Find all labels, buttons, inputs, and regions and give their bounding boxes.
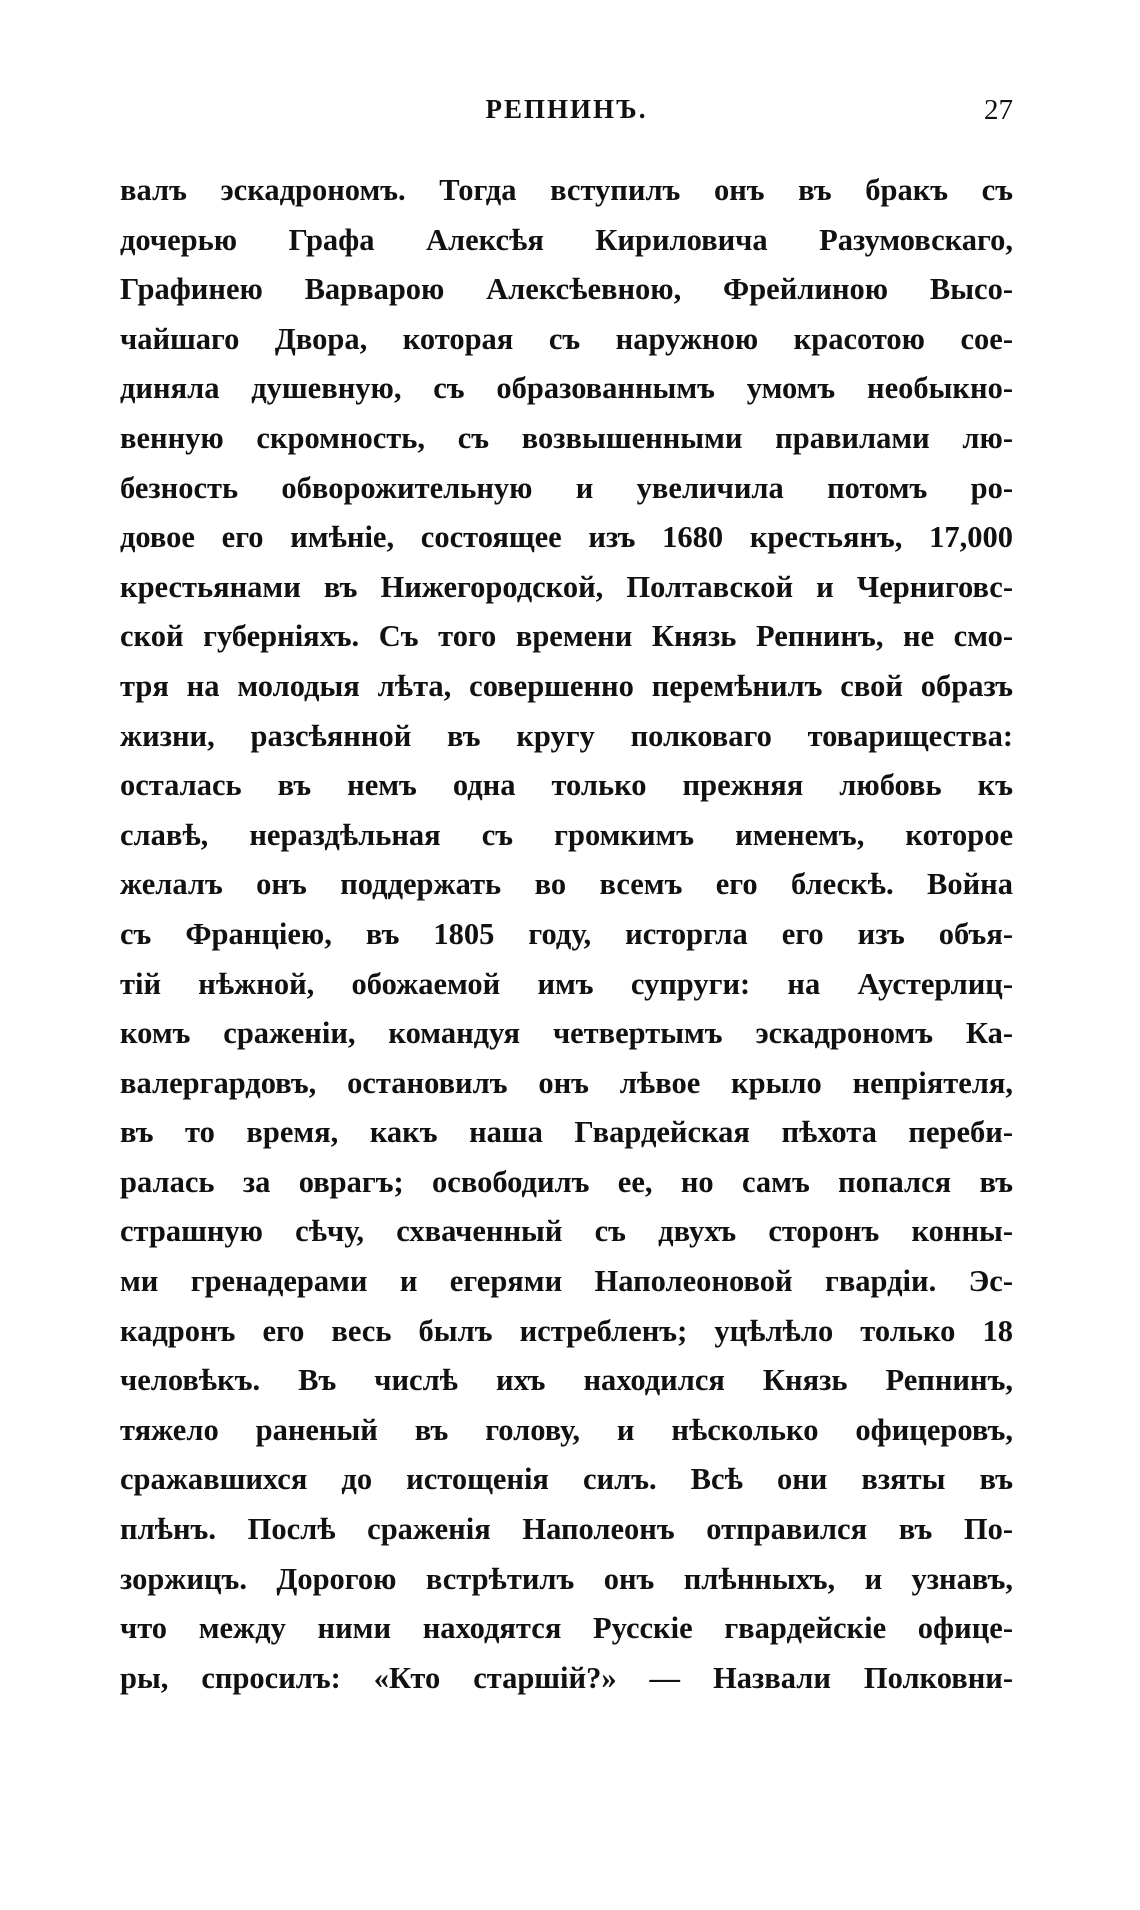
text-line: диняла душевную, съ образованнымъ умомъ необыкно- xyxy=(120,371,1013,406)
text-line: плѣнъ. Послѣ сраженія Наполеонъ отправился въ По- xyxy=(120,1512,1013,1547)
text-line: ры, спросилъ: «Кто старшій?» — Назвали Полковни- xyxy=(120,1660,1013,1695)
text-line: кадронъ его весь былъ истребленъ; уцѣлѣло только 18 xyxy=(120,1313,1013,1348)
text-line: тря на молодыя лѣта, совершенно перемѣнилъ свой образъ xyxy=(120,668,1013,703)
text-line: ми гренадерами и егерями Наполеоновой гвардіи. Эс- xyxy=(120,1264,1013,1299)
text-line: жизни, разсѣянной въ кругу полковаго товарищества: xyxy=(120,718,1013,753)
text-line: дочерью Графа Алексѣя Кириловича Разумовскаго, xyxy=(120,222,1013,257)
running-head xyxy=(120,94,1013,134)
text-line: зоржицъ. Дорогою встрѣтилъ онъ плѣнныхъ, и узнавъ, xyxy=(120,1561,1013,1596)
text-line: осталась въ немъ одна только прежняя любовь къ xyxy=(120,768,1013,803)
text-line: Графинею Варварою Алексѣевною, Фрейлиною Высо- xyxy=(120,272,1013,307)
text-line: съ Франціею, въ 1805 году, исторгла его изъ объя- xyxy=(120,916,1013,951)
text-line: комъ сраженіи, командуя четвертымъ эскадрономъ Ка- xyxy=(120,1016,1013,1051)
text-line: безность обворожительную и увеличила потомъ ро- xyxy=(120,470,1013,505)
text-line: венную скромность, съ возвышенными правилами лю- xyxy=(120,420,1013,455)
text-line: въ то время, какъ наша Гвардейская пѣхота переби- xyxy=(120,1115,1013,1150)
text-line: валъ эскадрономъ. Тогда вступилъ онъ въ бракъ съ xyxy=(120,173,1013,207)
text-line: желалъ онъ поддержать во всемъ его блескѣ. Война xyxy=(120,867,1013,902)
text-line: тяжело раненый въ голову, и нѣсколько офицеровъ, xyxy=(120,1412,1013,1447)
running-title: РЕПНИНЪ. xyxy=(485,94,648,124)
text-line: тій нѣжной, обожаемой имъ супруги: на Аустерлиц- xyxy=(120,966,1013,1001)
text-line: валергардовъ, остановилъ онъ лѣвое крыло непріятеля, xyxy=(120,1065,1013,1100)
text-line: ской губерніяхъ. Съ того времени Князь Репнинъ, не смо- xyxy=(120,619,1013,654)
text-line: довое его имѣніе, состоящее изъ 1680 крестьянъ, 17,000 xyxy=(120,520,1013,555)
text-line: славѣ, нераздѣльная съ громкимъ именемъ, которое xyxy=(120,817,1013,852)
text-line: сражавшихся до истощенія силъ. Всѣ они взяты въ xyxy=(120,1462,1013,1497)
text-line: чайшаго Двора, которая съ наружною красотою сое- xyxy=(120,321,1013,356)
text-line: ралась за оврагъ; освободилъ ее, но самъ попался въ xyxy=(120,1164,1013,1199)
page-number: 27 xyxy=(984,94,1013,126)
text-line: что между ними находятся Русскіе гвардейскіе офице- xyxy=(120,1611,1013,1646)
text-line: человѣкъ. Въ числѣ ихъ находился Князь Репнинъ, xyxy=(120,1363,1013,1398)
text-line: страшную сѣчу, схваченный съ двухъ сторонъ конны- xyxy=(120,1214,1013,1249)
text-line: крестьянами въ Нижегородской, Полтавской и Черниговс- xyxy=(120,569,1013,604)
body-text xyxy=(120,166,1013,1703)
